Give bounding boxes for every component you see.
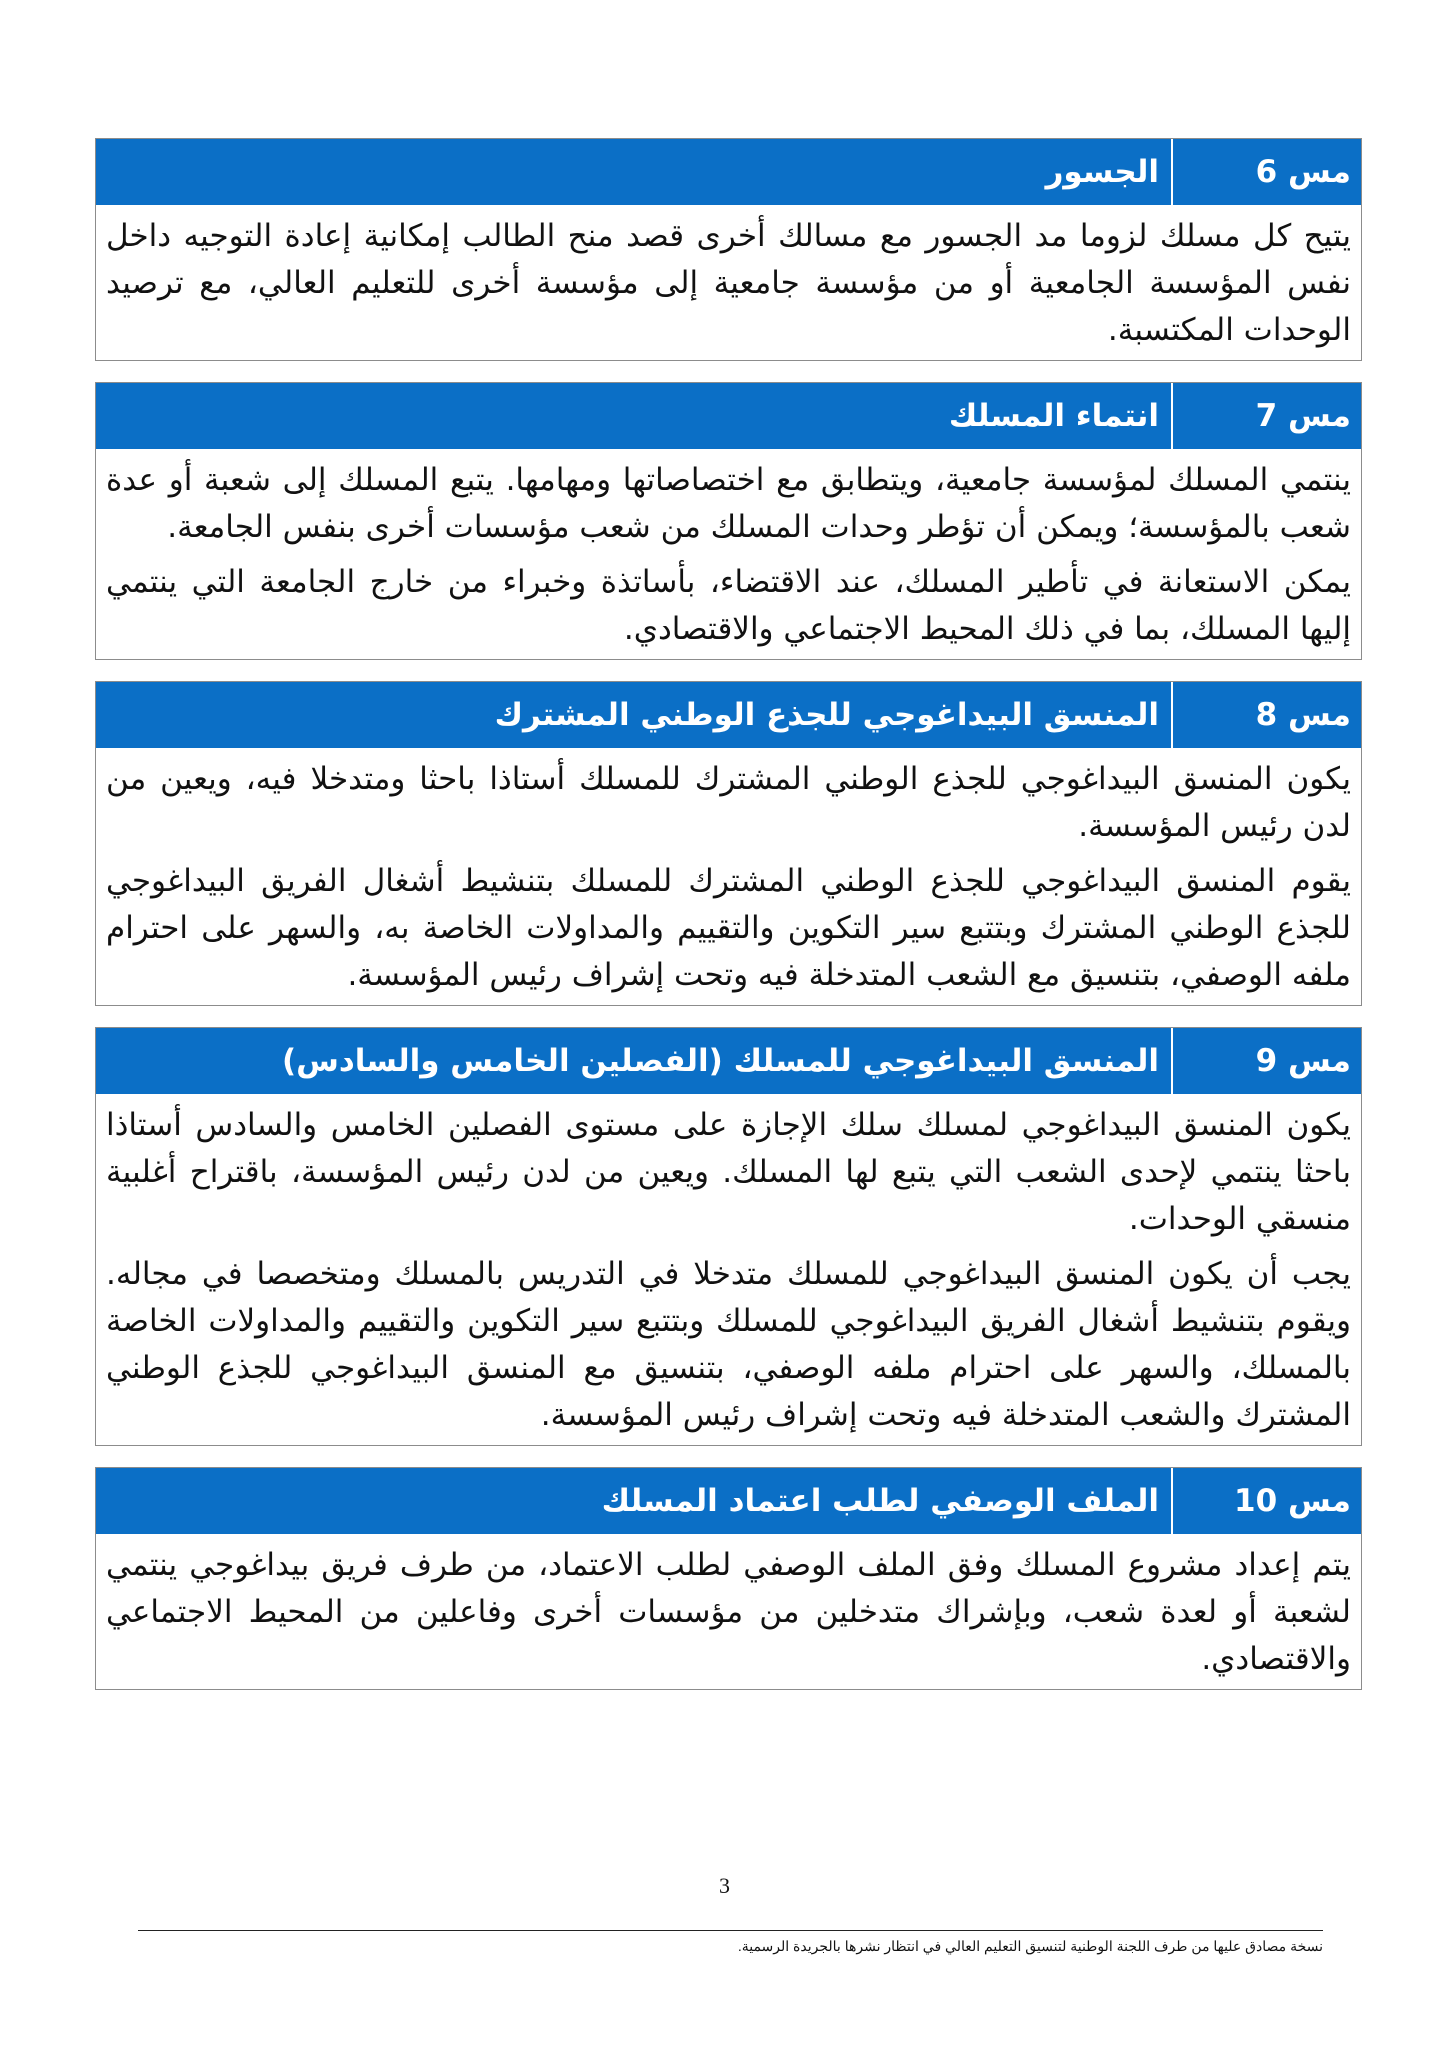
article-10 xyxy=(95,1467,1362,1690)
article-header xyxy=(96,1028,1361,1094)
article-title: الملف الوصفي لطلب اعتماد المسلك xyxy=(601,1483,1159,1519)
article-7 xyxy=(95,382,1362,660)
article-body xyxy=(96,748,1361,1005)
article-paragraph: يقوم المنسق البيداغوجي للجذع الوطني المشترك للمسلك بتنشيط أشغال الفريق البيداغوجي للجذع الوطني المشترك وبتتبع سير التكوين والتقييم والمداولات الخاصة به، والسهر على احترام ملفه الوصفي، بتنسيق مع الشعب المتدخلة فيه وتحت إشراف رئيس المؤسسة. xyxy=(106,863,1351,993)
article-paragraph: يجب أن يكون المنسق البيداغوجي للمسلك متدخلا في التدريس بالمسلك ومتخصصا في مجاله. ويقوم بتنشيط أشغال الفريق البيداغوجي للمسلك وبتتبع سير التكوين والتقييم والمداولات الخاصة بالمسلك، والسهر على احترام ملفه الوصفي، بتنسيق مع المنسق البيداغوجي للجذع الوطني المشترك والشعب المتدخلة فيه وتحت إشراف رئيس المؤسسة. xyxy=(106,1256,1351,1433)
article-title: الجسور xyxy=(1045,154,1159,190)
article-header xyxy=(96,1468,1361,1534)
article-number: مس 9 xyxy=(1171,1028,1361,1094)
article-body xyxy=(96,1094,1361,1445)
article-paragraph: يتيح كل مسلك لزوما مد الجسور مع مسالك أخرى قصد منح الطالب إمكانية إعادة التوجيه داخل نفس المؤسسة الجامعية أو من مؤسسة جامعية إلى مؤسسة أخرى للتعليم العالي، مع ترصيد الوحدات المكتسبة. xyxy=(106,218,1351,348)
article-header xyxy=(96,139,1361,205)
article-body xyxy=(96,1534,1361,1689)
footer-note: نسخة مصادق عليها من طرف اللجنة الوطنية لتنسيق التعليم العالي في انتظار نشرها بالجريدة الرسمية. xyxy=(737,1938,1323,1954)
article-body xyxy=(96,205,1361,360)
article-paragraph: يمكن الاستعانة في تأطير المسلك، عند الاقتضاء، بأساتذة وخبراء من خارج الجامعة التي ينتمي إليها المسلك، بما في ذلك المحيط الاجتماعي والاقتصادي. xyxy=(106,564,1351,647)
article-body xyxy=(96,449,1361,659)
article-9 xyxy=(95,1027,1362,1446)
article-number: مس 7 xyxy=(1171,383,1361,449)
article-title: المنسق البيداغوجي للمسلك (الفصلين الخامس والسادس) xyxy=(281,1043,1159,1079)
article-number: مس 8 xyxy=(1171,682,1361,748)
article-header xyxy=(96,383,1361,449)
article-8 xyxy=(95,681,1362,1006)
article-title: انتماء المسلك xyxy=(948,398,1159,434)
article-number: مس 6 xyxy=(1171,139,1361,205)
article-paragraph: يتم إعداد مشروع المسلك وفق الملف الوصفي لطلب الاعتماد، من طرف فريق بيداغوجي ينتمي لشعبة أو لعدة شعب، وبإشراك متدخلين من مؤسسات أخرى وفاعلين من المحيط الاجتماعي والاقتصادي. xyxy=(106,1547,1351,1677)
article-6 xyxy=(95,138,1362,361)
article-paragraph: يكون المنسق البيداغوجي للجذع الوطني المشترك للمسلك أستاذا باحثا ومتدخلا فيه، ويعين من لدن رئيس المؤسسة. xyxy=(106,761,1351,844)
article-title: المنسق البيداغوجي للجذع الوطني المشترك xyxy=(494,697,1159,733)
article-paragraph: يكون المنسق البيداغوجي لمسلك سلك الإجازة على مستوى الفصلين الخامس والسادس أستاذا باحثا ينتمي لإحدى الشعب التي يتبع لها المسلك. ويعين من لدن رئيس المؤسسة، باقتراح أغلبية منسقي الوحدات. xyxy=(106,1107,1351,1237)
article-number: مس 10 xyxy=(1171,1468,1361,1534)
article-header xyxy=(96,682,1361,748)
articles-container xyxy=(95,138,1362,1711)
page-number: 3 xyxy=(719,1873,730,1898)
article-paragraph: ينتمي المسلك لمؤسسة جامعية، ويتطابق مع اختصاصاتها ومهامها. يتبع المسلك إلى شعبة أو عدة شعب بالمؤسسة؛ ويمكن أن تؤطر وحدات المسلك من شعب مؤسسات أخرى بنفس الجامعة. xyxy=(106,462,1351,545)
footer-divider xyxy=(138,1930,1323,1931)
